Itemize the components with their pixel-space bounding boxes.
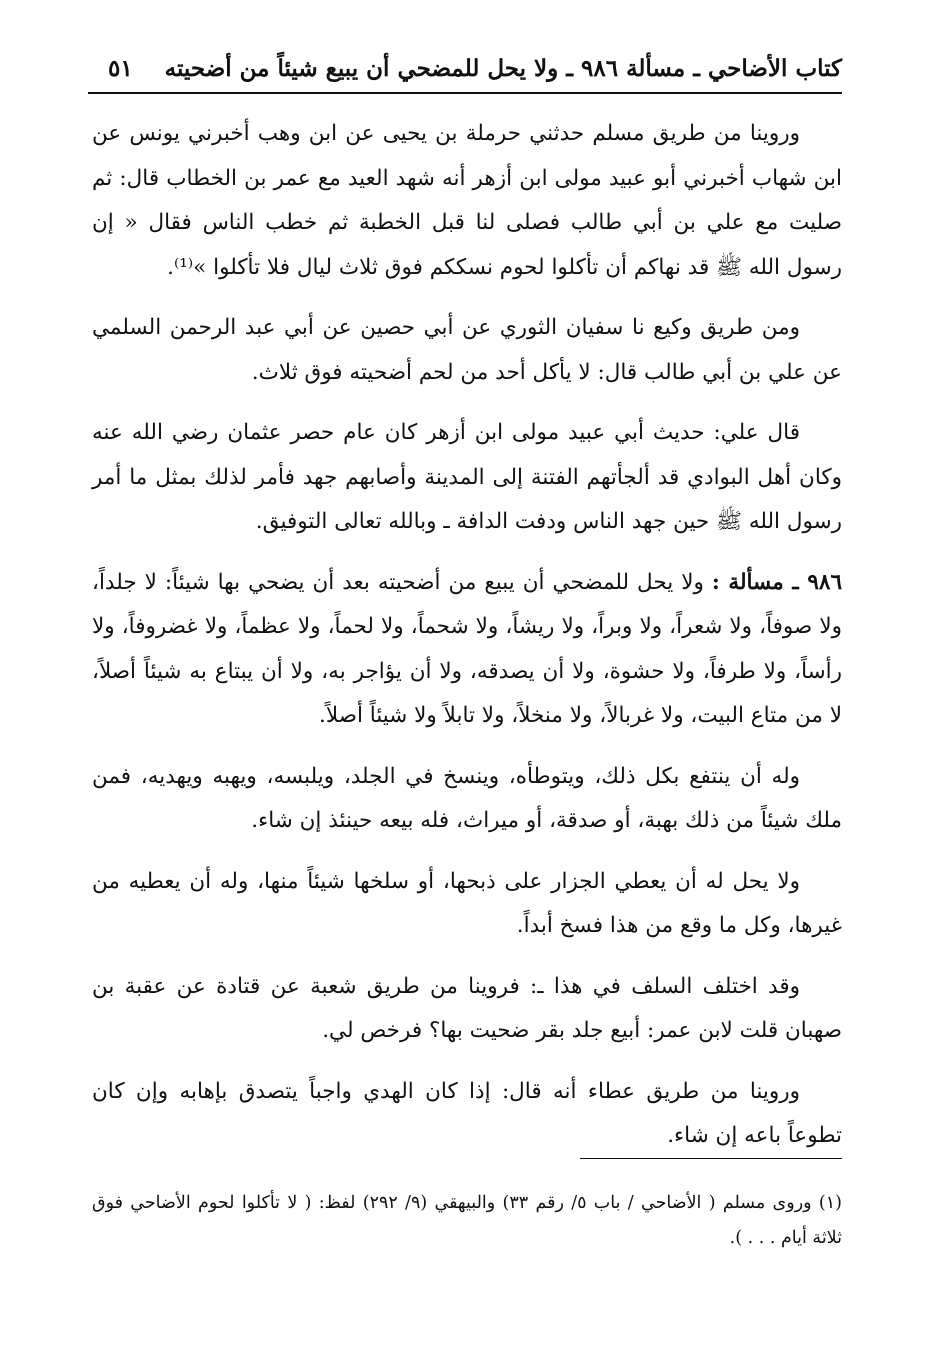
footnote xyxy=(92,1186,842,1256)
paragraph: وقد اختلف السلف في هذا ـ: فروينا من طريق شعبة عن قتادة عن عقبة بن صهبان قلت لابن عمر: أبيع جلد بقر ضحيت بها؟ فرخص لي. xyxy=(92,973,842,1043)
main-text xyxy=(92,112,842,1175)
paragraph: قال علي: حديث أبي عبيد مولى ابن أزهر كان عام حصر عثمان رضي الله عنه وكان أهل البوادي قد ألجأتهم الفتنة إلى المدينة وأصابهم جهد فأمر لذلك بمثل ما أمر رسول الله ﷺ حين جهد الناس ودفت الدافة ـ وبالله تعالى التوفيق. xyxy=(92,420,842,534)
paragraph: ومن طريق وكيع نا سفيان الثوري عن أبي حصين عن أبي عبد الرحمن السلمي عن علي بن أبي طالب قال: لا يأكل أحد من لحم أضحيته فوق ثلاث. xyxy=(92,315,842,385)
paragraph: وله أن ينتفع بكل ذلك، ويتوطأه، وينسخ في الجلد، ويلبسه، ويهبه ويهديه، فمن ملك شيئاً من ذلك بهبة، أو صدقة، أو ميراث، فله بيعه حينئذ إن شاء. xyxy=(92,763,842,833)
paragraph: وروينا من طريق مسلم حدثني حرملة بن يحيى عن ابن وهب أخبرني يونس عن ابن شهاب أخبرني أبو عبيد مولى ابن أزهر أنه شهد العيد مع عمر بن الخطاب قال: ثم صليت مع علي بن أبي طالب فصلى لنا قبل الخطبة ثم خطب الناس فقال « إن رسول الله ﷺ قد نهاكم أن تأكلوا لحوم نسككم فوق ثلاث ليال فلا تأكلوا »⁽¹⁾. xyxy=(92,121,842,280)
ruling-text: ولا يحل للمضحي أن يبيع من أضحيته بعد أن يضحي بها شيئاً: لا جلداً، ولا صوفاً، ولا شعراً، ولا وبراً، ولا ريشاً، ولا شحماً، ولا لحماً، ولا عظماً، ولا غضروفاً، ولا رأساً، ولا طرفاً، ولا حشوة، ولا أن يصدقه، ولا أن يؤاجر به، ولا أن يبتاع به شيئاً أصلاً، لا من متاع البيت، ولا غربالاً، ولا منخلاً، ولا تابلاً ولا شيئاً أصلاً. xyxy=(92,569,842,728)
footnote-text: (١) وروى مسلم ( الأضاحي / باب ٥/ رقم ٣٣) والبيهقي (٩/ ٢٩٢) لفظ: ( لا تأكلوا لحوم الأضاحي فوق ثلاثة أيام . . . ). xyxy=(92,1193,842,1248)
ruling-paragraph xyxy=(92,561,842,739)
header-divider xyxy=(88,92,842,94)
page-header xyxy=(88,38,842,82)
paragraph: وروينا من طريق عطاء أنه قال: إذا كان الهدي واجباً يتصدق بإهابه وإن كان تطوعاً باعه إن شاء. xyxy=(92,1078,842,1148)
page-number: ٥١ xyxy=(108,55,133,82)
running-head: كتاب الأضاحي ـ مسألة ٩٨٦ ـ ولا يحل للمضحي أن يبيع شيئاً من أضحيته xyxy=(164,55,842,82)
ruling-number: ٩٨٦ ـ مسألة : xyxy=(711,569,842,595)
paragraph: ولا يحل له أن يعطي الجزار على ذبحها، أو سلخها شيئاً منها، وله أن يعطيه من غيرها، وكل ما وقع من هذا فسخ أبداً. xyxy=(92,868,842,938)
footnote-divider xyxy=(580,1158,842,1159)
